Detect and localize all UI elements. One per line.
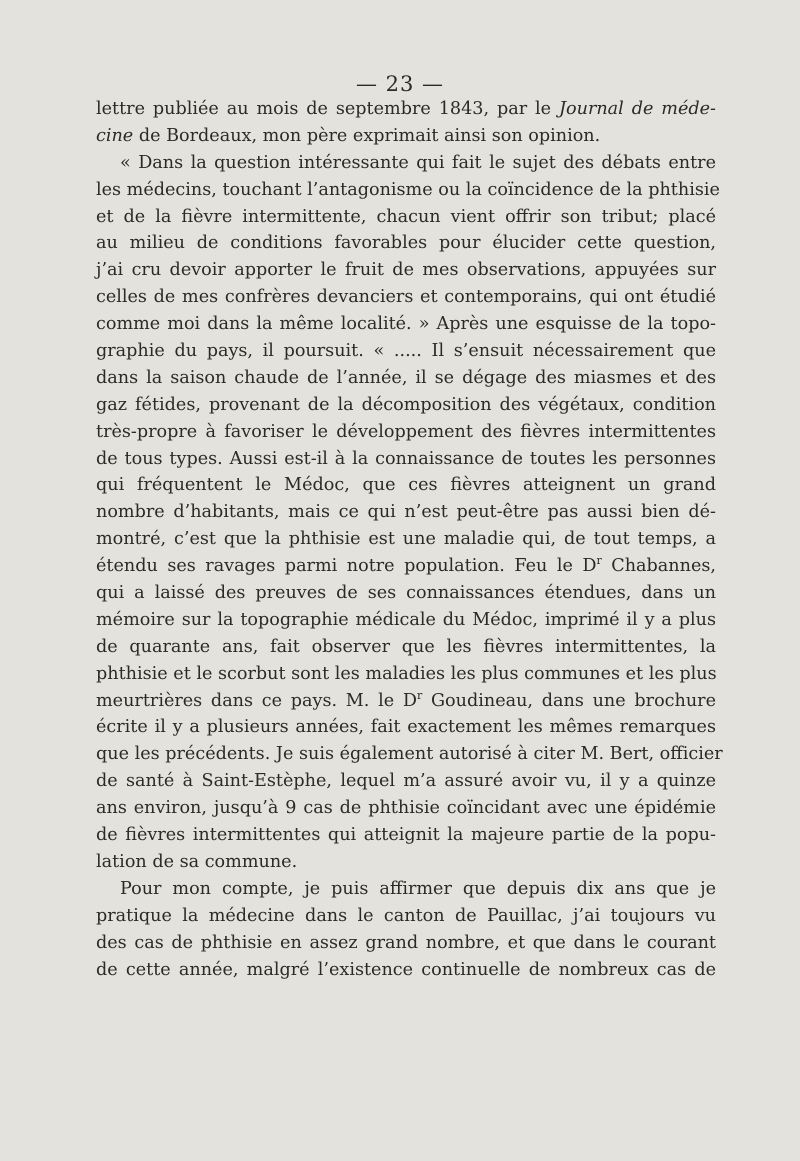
text-line: et de la fièvre intermittente, chacun vient offrir son tribut; placé bbox=[96, 206, 716, 227]
page-number: — 23 — bbox=[355, 72, 445, 96]
text-line: « Dans la question intéressante qui fait le sujet des débats entre bbox=[120, 152, 716, 173]
text-line: comme moi dans la même localité. » Après une esquisse de la topo- bbox=[96, 314, 716, 335]
text-line: lettre publiée au mois de septembre 1843, par le Journal de méde- bbox=[96, 99, 716, 119]
text-line: que les précédents. Je suis également autorisé à citer M. Bert, officier bbox=[96, 744, 723, 765]
body-text bbox=[96, 96, 723, 983]
text-line: mémoire sur la topographie médicale du Médoc, imprimé il y a plus bbox=[96, 609, 716, 630]
text-line: de cette année, malgré l’existence continuelle de nombreux cas de bbox=[96, 959, 716, 980]
text-line: graphie du pays, il poursuit. « ..... Il s’ensuit nécessairement que bbox=[96, 341, 716, 362]
text-line: cine de Bordeaux, mon père exprimait ainsi son opinion. bbox=[96, 125, 601, 146]
text-line: ans environ, jusqu’à 9 cas de phthisie coïncidant avec une épidémie bbox=[96, 798, 716, 819]
text-line: celles de mes confrères devanciers et contemporains, qui ont étudié bbox=[96, 287, 716, 308]
text-line: de tous types. Aussi est-il à la connaissance de toutes les personnes bbox=[96, 448, 716, 469]
text-line: Pour mon compte, je puis affirmer que depuis dix ans que je bbox=[120, 878, 716, 899]
text-line: de santé à Saint-Estèphe, lequel m’a assuré avoir vu, il y a quinze bbox=[96, 771, 716, 792]
text-line: de fièvres intermittentes qui atteignit la majeure partie de la popu- bbox=[96, 825, 716, 846]
text-line: écrite il y a plusieurs années, fait exactement les mêmes remarques bbox=[96, 717, 716, 738]
text-line: des cas de phthisie en assez grand nombre, et que dans le courant bbox=[96, 932, 716, 953]
text-line: dans la saison chaude de l’année, il se dégage des miasmes et des bbox=[96, 367, 716, 388]
text-line: au milieu de conditions favorables pour élucider cette question, bbox=[96, 233, 716, 254]
text-line: très-propre à favoriser le développement des fièvres intermittentes bbox=[96, 421, 716, 442]
text-line: qui a laissé des preuves de ses connaissances étendues, dans un bbox=[96, 583, 716, 604]
text-line: phthisie et le scorbut sont les maladies les plus communes et les plus bbox=[96, 663, 717, 684]
text-line: montré, c’est que la phthisie est une maladie qui, de tout temps, a bbox=[96, 529, 716, 550]
text-line: nombre d’habitants, mais ce qui n’est peut-être pas aussi bien dé- bbox=[96, 502, 716, 523]
text-line: lation de sa commune. bbox=[96, 851, 298, 872]
text-line: qui fréquentent le Médoc, que ces fièvres atteignent un grand bbox=[96, 475, 716, 496]
text-line: étendu ses ravages parmi notre population. Feu le $D^r$ Chabannes, bbox=[96, 554, 716, 577]
text-line: meurtrières dans ce pays. M. le $D^r$ Goudineau, dans une brochure bbox=[96, 688, 716, 711]
text-line: les médecins, touchant l’antagonisme ou la coïncidence de la phthisie bbox=[96, 179, 720, 200]
text-line: de quarante ans, fait observer que les fièvres intermittentes, la bbox=[96, 636, 716, 657]
text-line: pratique la médecine dans le canton de Pauillac, j’ai toujours vu bbox=[96, 905, 716, 926]
text-line: gaz fétides, provenant de la décomposition des végétaux, condition bbox=[96, 394, 716, 415]
text-line: j’ai cru devoir apporter le fruit de mes observations, appuyées sur bbox=[96, 260, 716, 281]
